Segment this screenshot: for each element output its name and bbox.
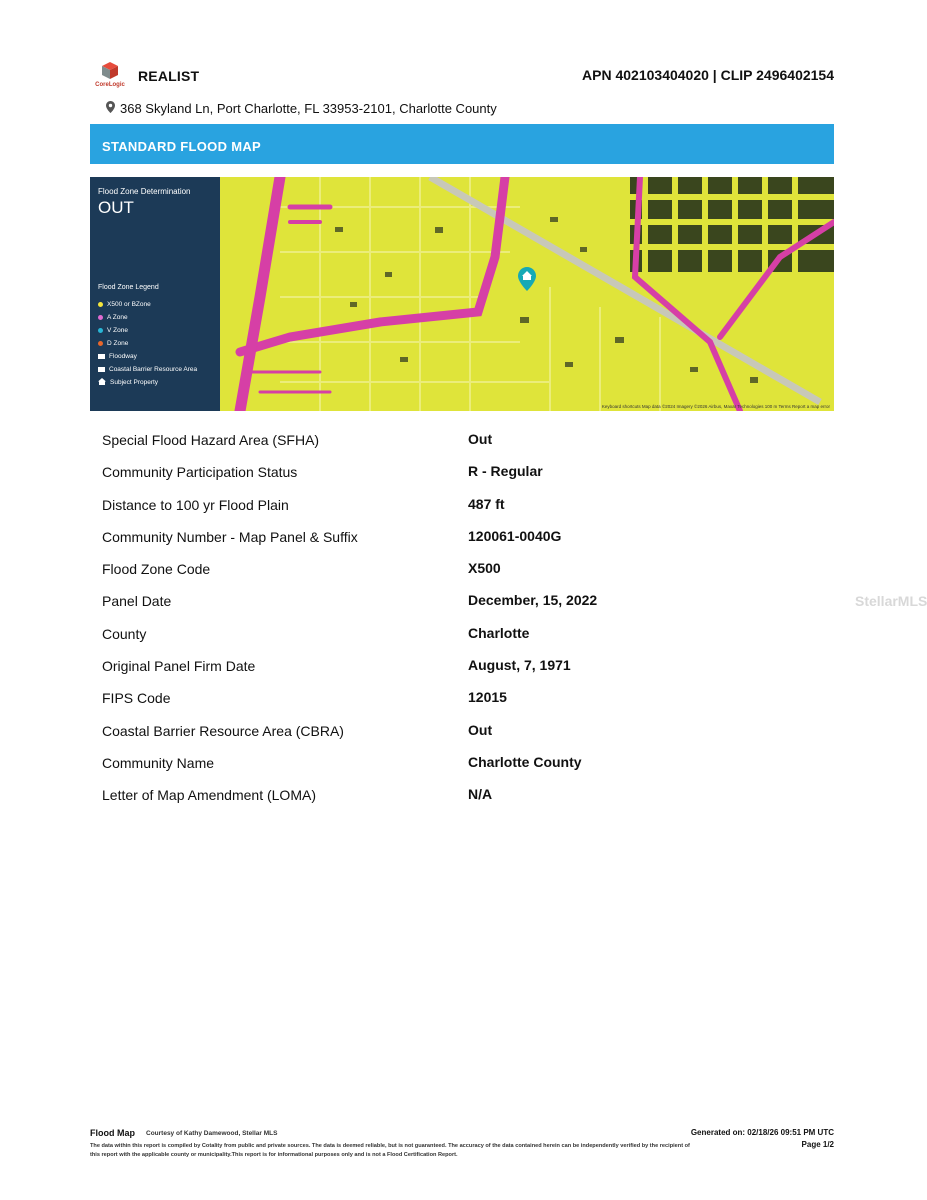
a-zone-swatch	[98, 315, 103, 320]
detail-value: X500	[468, 560, 501, 577]
legend-item: A Zone	[98, 311, 197, 324]
detail-row	[102, 490, 822, 522]
flood-zone-legend	[98, 298, 197, 389]
detail-row	[102, 522, 822, 554]
detail-label: Letter of Map Amendment (LOMA)	[102, 787, 316, 804]
footer-disclaimer: The data within this report is compiled by Cotality from public and private sources. The data is deemed reliable, but is not guaranteed. The accuracy of the data contained herein can be independently verified by the recipient of this report with the applicable county or municipality.This report is for informational purposes only and is not a Flood Certification Report.	[90, 1143, 690, 1158]
detail-label: Distance to 100 yr Flood Plain	[102, 496, 289, 513]
generated-timestamp: Generated on: 02/18/26 09:51 PM UTC	[690, 1128, 834, 1137]
detail-label: Special Flood Hazard Area (SFHA)	[102, 432, 320, 448]
legend-item: D Zone	[98, 337, 197, 350]
logo-text: CoreLogic	[95, 82, 125, 88]
watermark: StellarMLS	[855, 593, 927, 609]
detail-label: Original Panel Firm Date	[102, 658, 256, 675]
detail-label: Community Number - Map Panel & Suffix	[102, 528, 358, 545]
detail-row	[102, 651, 822, 683]
map-attribution: Keyboard shortcuts Map data ©2024 Imagery ©2026 Airbus, Maxar Technologies 100 m Terms Report a map error	[601, 404, 830, 409]
flood-details-table	[102, 425, 822, 813]
floodway-swatch	[98, 354, 105, 359]
report-footer	[90, 1126, 834, 1166]
corelogic-logo	[92, 60, 128, 90]
footer-title: Flood Map	[90, 1128, 135, 1138]
detail-row	[102, 748, 822, 780]
detail-label: Panel Date	[102, 593, 172, 610]
detail-value: R - Regular	[468, 463, 543, 480]
detail-value: 12015	[468, 689, 507, 706]
detail-value: N/A	[468, 786, 493, 803]
section-banner	[90, 124, 834, 164]
flood-determination-label: Flood Zone Determination	[98, 187, 191, 196]
detail-value: 120061-0040G	[468, 527, 562, 544]
detail-label: FIPS Code	[102, 690, 171, 707]
detail-label: Community Participation Status	[102, 464, 298, 481]
detail-label: Community Name	[102, 754, 215, 771]
legend-item: Subject Property	[98, 376, 197, 389]
report-header	[92, 60, 834, 92]
detail-row	[102, 683, 822, 715]
subject-property-marker-icon	[518, 267, 536, 296]
detail-row	[102, 586, 822, 618]
parcel-ids: APN 402103404020 | CLIP 2496402154	[582, 67, 834, 83]
legend-title: Flood Zone Legend	[98, 284, 159, 291]
footer-courtesy: Courtesy of Kathy Damewood, Stellar MLS	[146, 1130, 278, 1137]
address-text: 368 Skyland Ln, Port Charlotte, FL 33953-2101, Charlotte County	[120, 101, 497, 116]
detail-label: Coastal Barrier Resource Area (CBRA)	[102, 722, 344, 739]
map-side-panel	[90, 177, 220, 411]
detail-row	[102, 619, 822, 651]
detail-value: Charlotte	[468, 624, 530, 641]
satellite-map-image	[220, 177, 834, 411]
detail-value: December, 15, 2022	[468, 592, 598, 609]
legend-item: V Zone	[98, 324, 197, 337]
detail-row	[102, 716, 822, 748]
flood-map	[90, 177, 834, 411]
property-address	[106, 101, 497, 116]
legend-item: Coastal Barrier Resource Area	[98, 363, 197, 376]
detail-row	[102, 554, 822, 586]
page-number: Page 1/2	[801, 1140, 834, 1149]
detail-value: August, 7, 1971	[468, 657, 571, 674]
v-zone-swatch	[98, 328, 103, 333]
detail-row	[102, 425, 822, 457]
legend-item: Floodway	[98, 350, 197, 363]
x500-zone-swatch	[98, 302, 103, 307]
detail-row	[102, 780, 822, 812]
d-zone-swatch	[98, 341, 103, 346]
detail-label: County	[102, 625, 147, 642]
detail-value: Charlotte County	[468, 753, 582, 770]
detail-value: 487 ft	[468, 495, 505, 512]
detail-value: Out	[468, 721, 493, 738]
map-pin-icon	[106, 101, 115, 116]
detail-value: Out	[468, 431, 493, 447]
section-title: STANDARD FLOOD MAP	[102, 139, 261, 154]
brand-name: REALIST	[138, 68, 200, 84]
legend-item: X500 or BZone	[98, 298, 197, 311]
flood-determination-status: OUT	[98, 198, 134, 217]
cbra-swatch	[98, 367, 105, 372]
detail-row	[102, 457, 822, 489]
detail-label: Flood Zone Code	[102, 561, 211, 578]
home-icon	[98, 378, 106, 387]
